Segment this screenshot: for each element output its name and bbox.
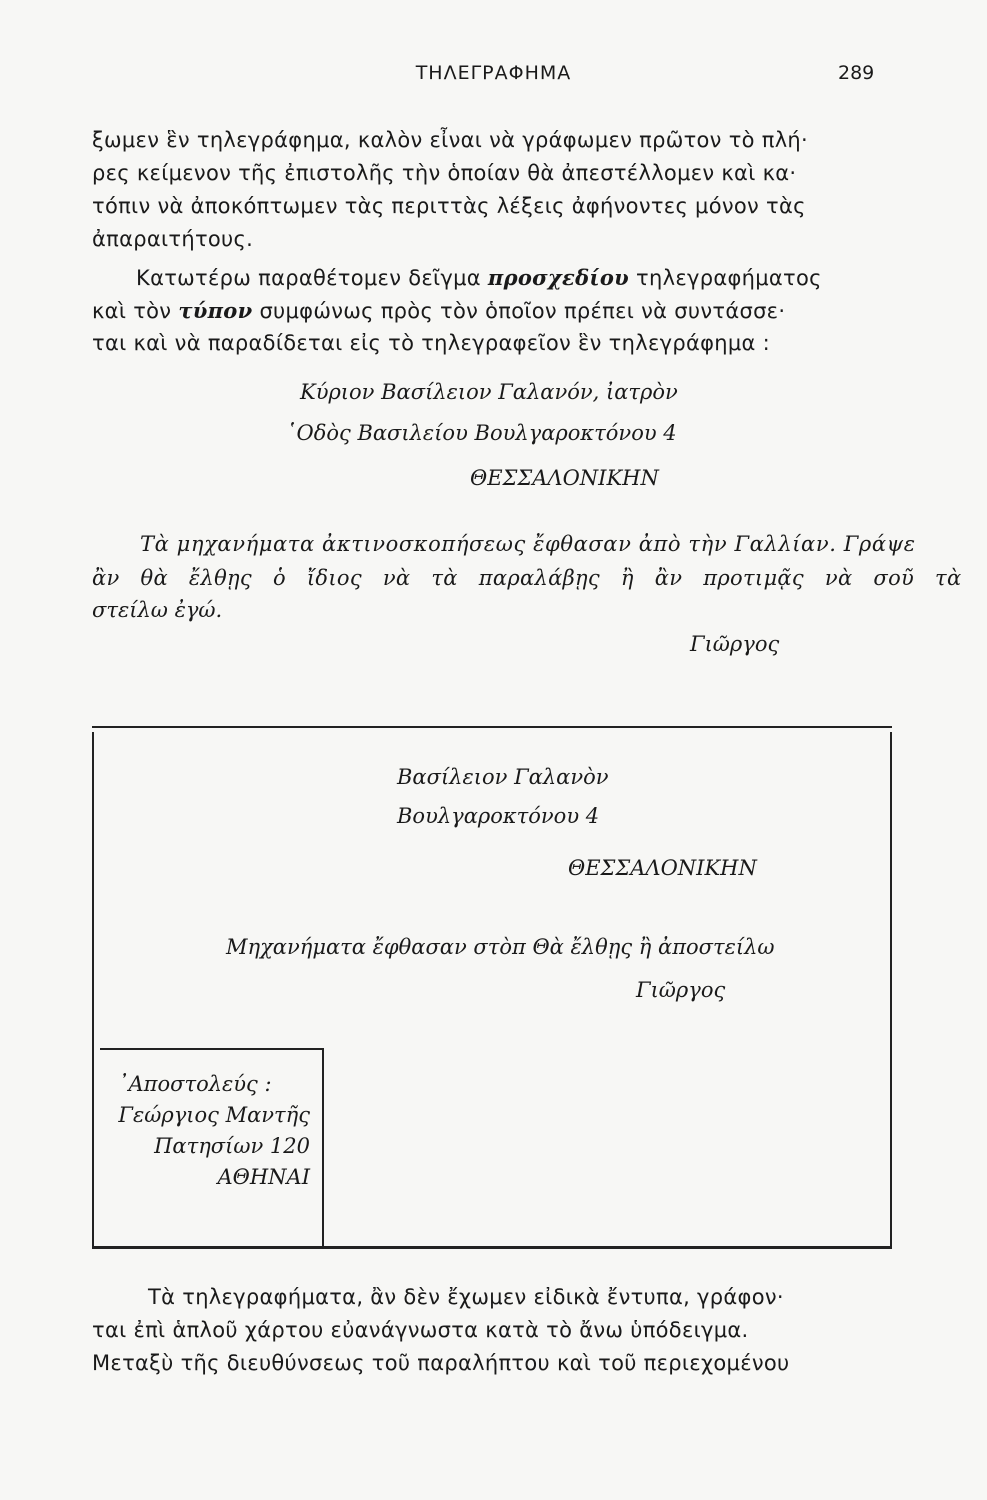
sender-name: Γεώργιος Μαντῆς — [118, 1103, 310, 1127]
text-run: καὶ τὸν — [92, 299, 179, 323]
form-recipient-street: Βουλγαροκτόνου 4 — [397, 804, 600, 828]
draft-signature: Γιῶργος — [690, 632, 780, 656]
form-recipient-city: ΘΕΣΣΑΛΟΝΙΚΗΝ — [568, 856, 757, 880]
sender-street: Πατησίων 120 — [154, 1134, 310, 1158]
body-line: ρες κείμενον τῆς ἐπιστολῆς τὴν ὁποίαν θὰ ἀπεστέλλομεν καὶ κα· — [92, 161, 797, 185]
body-line: ται ἐπὶ ἁπλοῦ χάρτου εὐανάγνωστα κατὰ τὸ ἄνω ὑπόδειγμα. — [92, 1318, 749, 1342]
sender-box-top-rule — [100, 1048, 322, 1050]
form-bottom-rule — [92, 1246, 892, 1249]
text-run: Κατωτέρω παραθέτομεν δεῖγμα — [136, 266, 488, 290]
text-run: τηλεγραφήματος — [629, 266, 822, 290]
emphasis-word: προσχεδίου — [487, 265, 630, 290]
body-line: Μεταξὺ τῆς διευθύνσεως τοῦ παραλήπτου καὶ τοῦ περιεχομένου — [92, 1351, 790, 1375]
draft-message-line: ἂν θὰ ἔλθῃς ὁ ἴδιος νὰ τὰ παραλάβῃς ἢ ἂν προτιμᾷς νὰ σοῦ τὰ — [92, 566, 962, 590]
draft-address-line: ῾Οδὸς Βασιλείου Βουλγαροκτόνου 4 — [286, 421, 677, 445]
body-line: ται καὶ νὰ παραδίδεται εἰς τὸ τηλεγραφεῖον ἓν τηλεγράφημα : — [92, 331, 771, 355]
body-line — [136, 265, 892, 290]
text-run: συμφώνως πρὸς τὸν ὁποῖον πρέπει νὰ συντάσσε· — [252, 299, 786, 323]
body-line: Τὰ τηλεγραφήματα, ἂν δὲν ἔχωμεν εἰδικὰ ἔντυπα, γράφον· — [148, 1285, 784, 1309]
sender-label: ᾿Αποστολεύς : — [118, 1072, 272, 1096]
emphasis-word: τύπον — [178, 298, 253, 323]
draft-city: ΘΕΣΣΑΛΟΝΙΚΗΝ — [470, 466, 659, 490]
running-head-title: ΤΗΛΕΓΡΑΦΗΜΑ — [415, 62, 572, 84]
form-message: Μηχανήματα ἔφθασαν στὸπ Θὰ ἔλθῃς ἢ ἀποστείλω — [226, 935, 775, 959]
form-recipient-name: Βασίλειον Γαλανὸν — [397, 765, 609, 789]
sender-city: ΑΘΗΝΑΙ — [217, 1165, 310, 1189]
draft-message-line: στείλω ἐγώ. — [92, 598, 223, 622]
body-line: τόπιν νὰ ἀποκόπτωμεν τὰς περιττὰς λέξεις ἀφήνοντες μόνον τὰς — [92, 194, 806, 218]
draft-message-line: Τὰ μηχανήματα ἀκτινοσκοπήσεως ἔφθασαν ἀπὸ τὴν Γαλλίαν. Γράψε — [140, 532, 916, 556]
form-top-rule — [92, 726, 892, 728]
page-number: 289 — [838, 62, 875, 84]
form-left-border — [92, 732, 94, 1246]
sender-box-right-border — [322, 1048, 324, 1246]
body-line — [92, 298, 892, 323]
body-line: ξωμεν ἓν τηλεγράφημα, καλὸν εἶναι νὰ γράφωμεν πρῶτον τὸ πλή· — [92, 128, 809, 152]
form-signature: Γιῶργος — [636, 978, 726, 1002]
body-line: ἀπαραιτήτους. — [92, 227, 254, 251]
form-right-border — [890, 732, 892, 1246]
draft-address-line: Κύριον Βασίλειον Γαλανόν, ἰατρὸν — [300, 380, 678, 404]
